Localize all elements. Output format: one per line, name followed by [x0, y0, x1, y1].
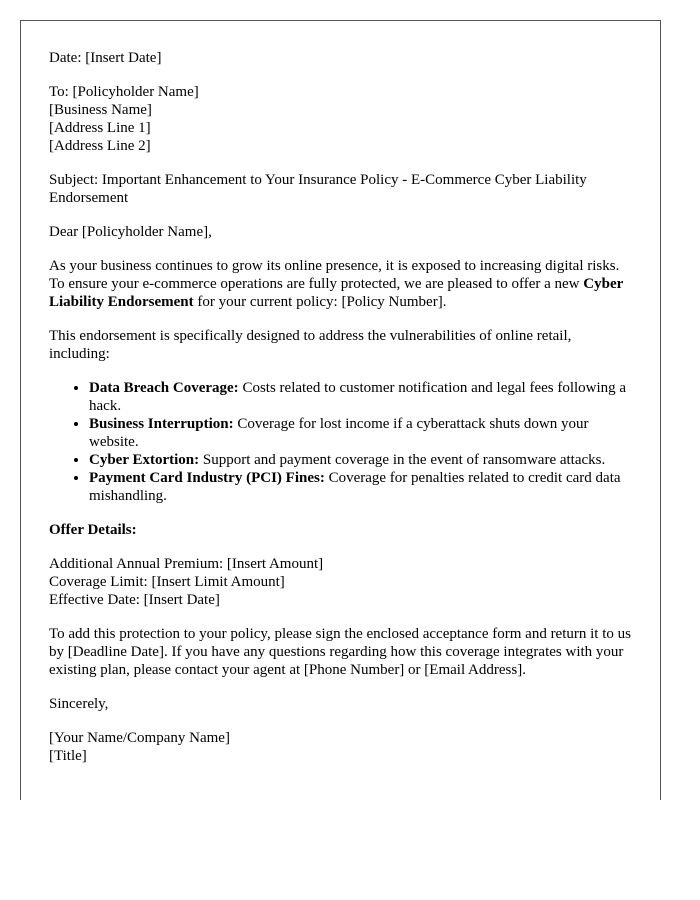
coverage-text: Coverage for penalties related to credit card data mishandling. — [89, 470, 621, 504]
coverage-text: Costs related to customer notification and legal fees following a hack. — [89, 380, 627, 414]
coverage-title: Data Breach Coverage: — [89, 380, 239, 396]
offer-details — [49, 555, 632, 609]
letter-page — [20, 20, 661, 800]
recipient-name: To: [Policyholder Name] — [49, 84, 199, 100]
offer-effective-date: Effective Date: [Insert Date] — [49, 592, 220, 608]
coverage-title: Cyber Extortion: — [89, 452, 200, 468]
offer-limit: Coverage Limit: [Insert Limit Amount] — [49, 574, 285, 590]
signature-title: [Title] — [49, 748, 87, 764]
recipient-business: [Business Name] — [49, 102, 152, 118]
offer-premium: Additional Annual Premium: [Insert Amount] — [49, 556, 324, 572]
coverage-item — [89, 469, 632, 505]
subject-line: Subject: Important Enhancement to Your Insurance Policy - E-Commerce Cyber Liability Endorsement — [49, 172, 587, 206]
offer-details-heading: Offer Details: — [49, 522, 137, 538]
coverage-title: Business Interruption: — [89, 416, 234, 432]
coverage-text: Support and payment coverage in the event of ransomware attacks. — [199, 452, 606, 468]
coverage-title: Payment Card Industry (PCI) Fines: — [89, 470, 325, 486]
endorsement-intro: This endorsement is specifically designed to address the vulnerabilities of online retail, including: — [49, 328, 572, 362]
salutation: Dear [Policyholder Name], — [49, 224, 212, 240]
coverage-item — [89, 451, 632, 469]
intro-text-after: for your current policy: [Policy Number]. — [193, 294, 447, 310]
closing-paragraph: To add this protection to your policy, please sign the enclosed acceptance form and return it to us by [Deadline Date]. If you have any questions regarding how this coverage integrates with your existing plan, please contact your agent at [Phone Number] or [Email Address]. — [49, 626, 631, 678]
date-line: Date: [Insert Date] — [49, 50, 162, 66]
coverage-text: Coverage for lost income if a cyberattack shuts down your website. — [89, 416, 589, 450]
endorsement-name: Cyber Liability Endorsement — [49, 276, 623, 310]
signoff: Sincerely, — [49, 696, 109, 712]
recipient-address-line-1: [Address Line 1] — [49, 120, 151, 136]
signature-name: [Your Name/Company Name] — [49, 730, 230, 746]
intro-paragraph — [49, 257, 632, 311]
coverage-item — [89, 415, 632, 451]
intro-text-before: As your business continues to grow its online presence, it is exposed to increasing digital risks. To ensure your e-commerce operations are fully protected, we are pleased to offer a new — [49, 258, 620, 292]
signature-block — [49, 729, 632, 765]
recipient-address-line-2: [Address Line 2] — [49, 138, 151, 154]
recipient-address — [49, 83, 632, 155]
coverage-list — [49, 379, 632, 505]
coverage-item — [89, 379, 632, 415]
